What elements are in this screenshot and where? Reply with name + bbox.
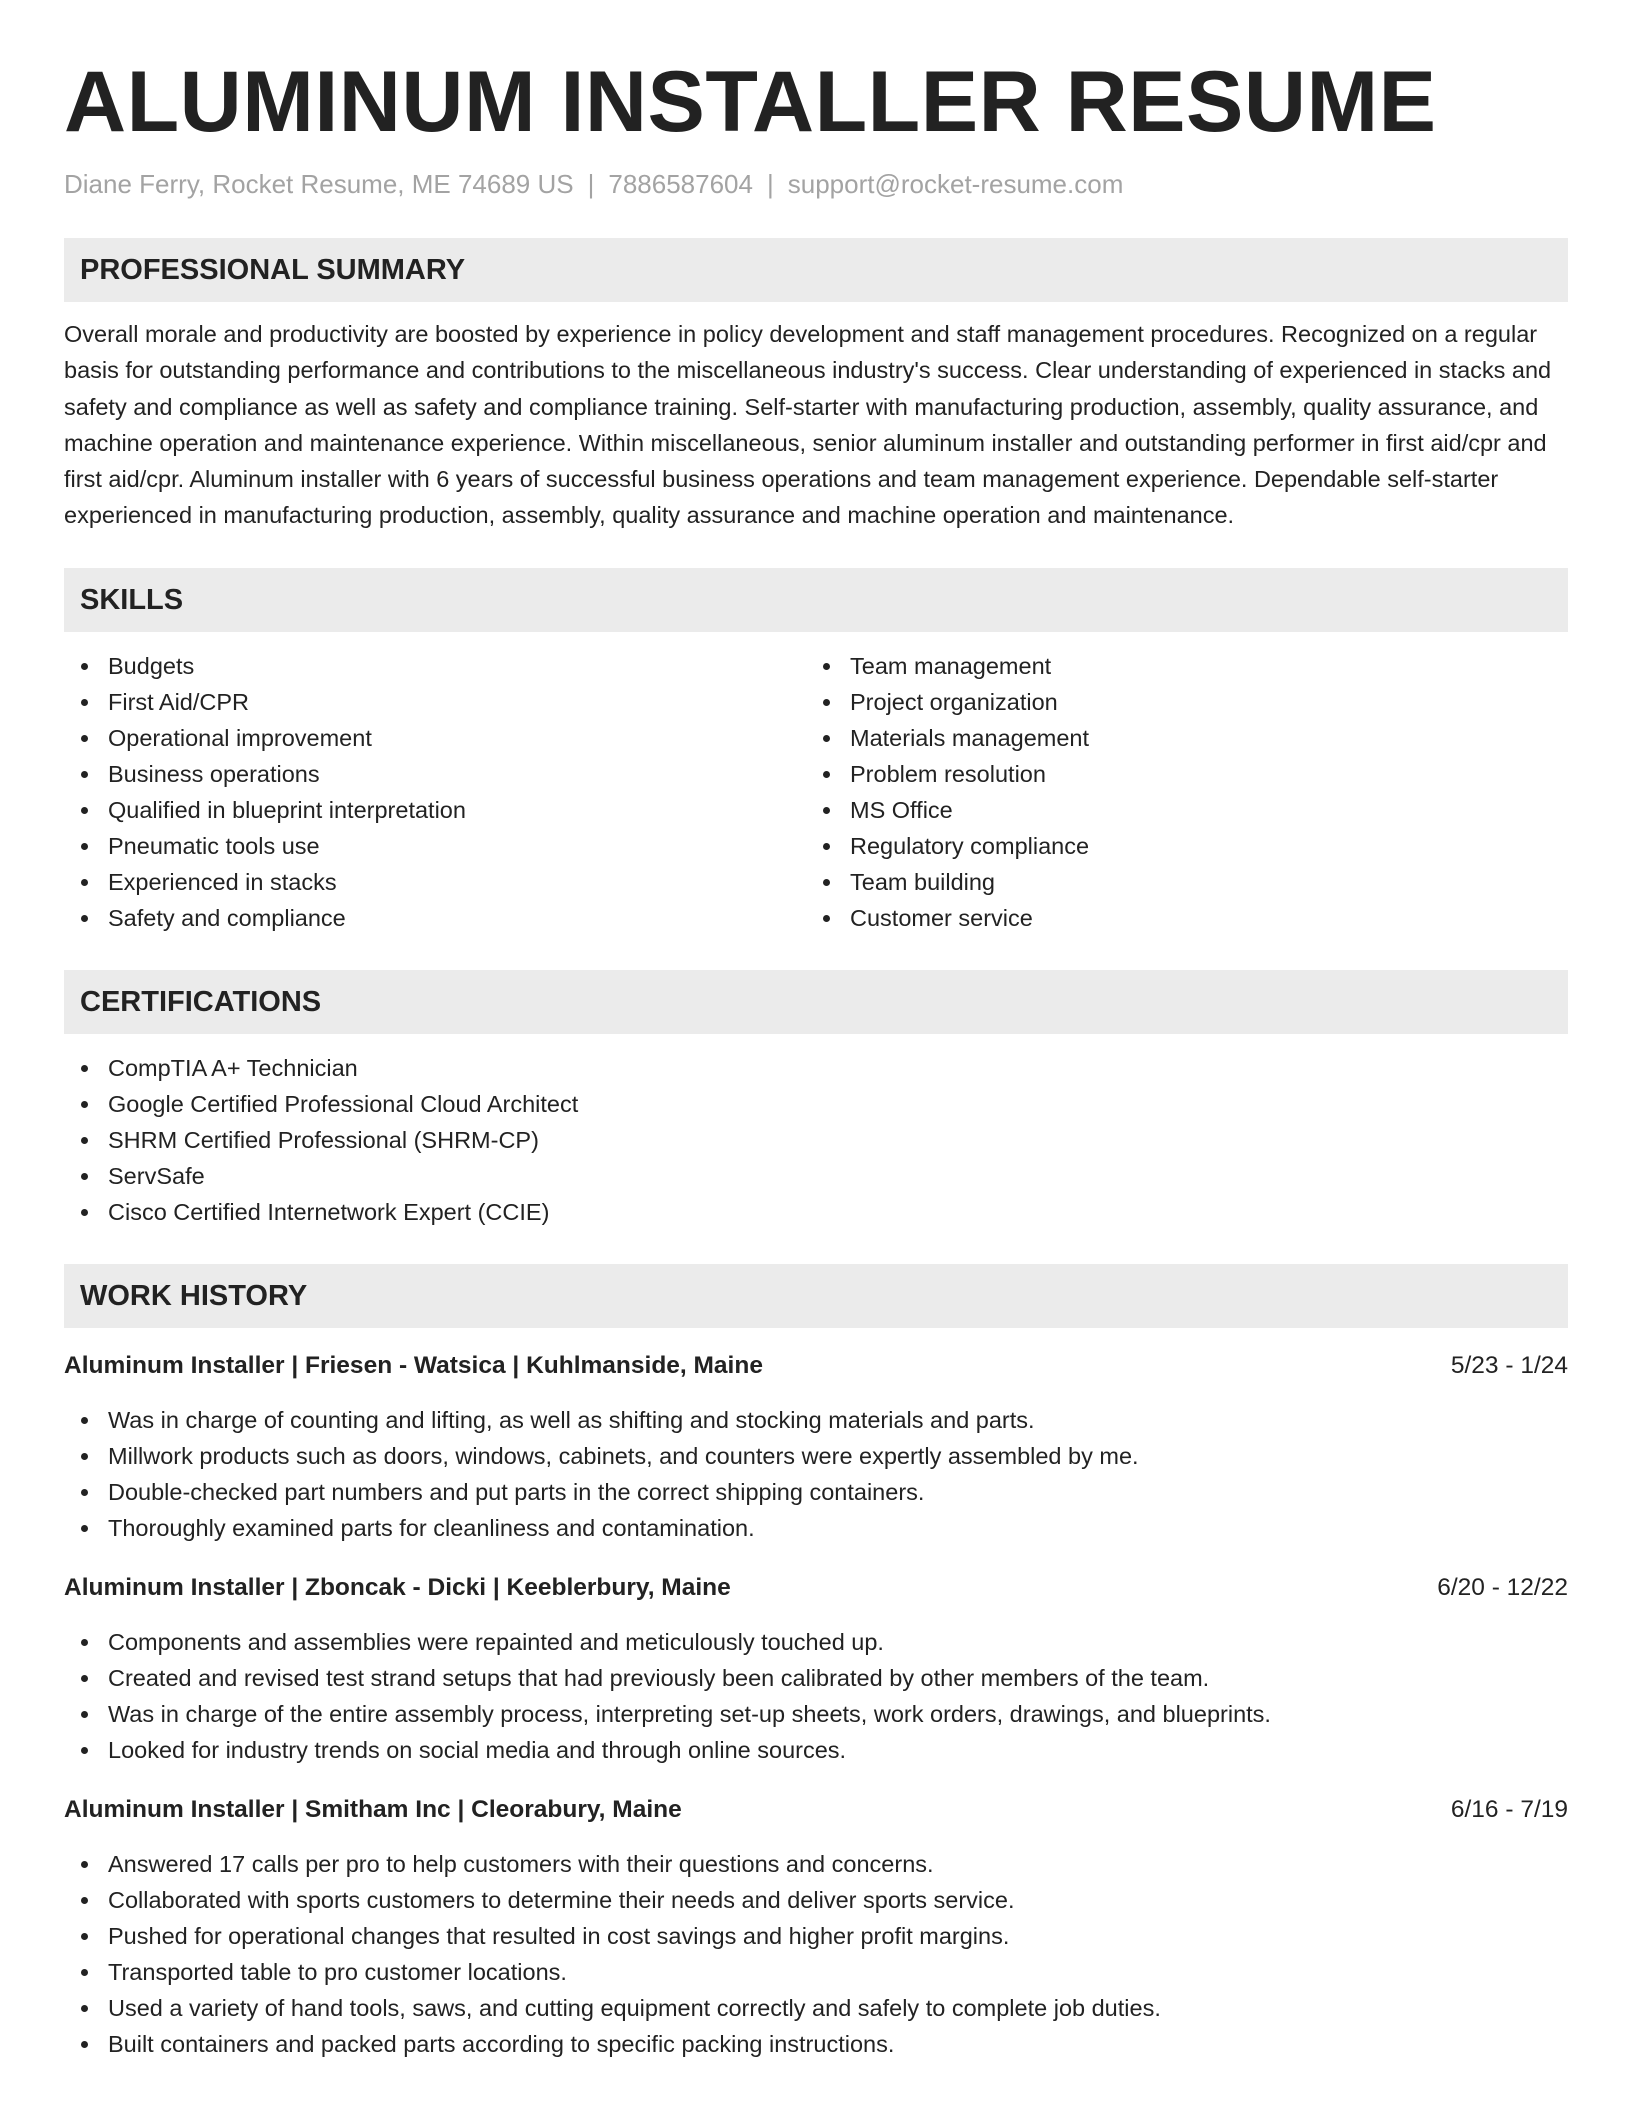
skill-item: Operational improvement xyxy=(64,720,806,756)
job-entry xyxy=(64,1348,1568,1546)
job-duty: Collaborated with sports customers to determine their needs and deliver sports service. xyxy=(64,1882,1568,1918)
certification-item: Cisco Certified Internetwork Expert (CCIE) xyxy=(64,1194,1568,1230)
contact-separator: | xyxy=(766,169,774,199)
skills-list-left xyxy=(64,648,806,936)
skill-item: Customer service xyxy=(806,900,1548,936)
certifications-list xyxy=(64,1050,1568,1230)
job-duty: Built containers and packed parts according to specific packing instructions. xyxy=(64,2026,1568,2062)
contact-phone: 7886587604 xyxy=(608,169,753,199)
job-duty: Pushed for operational changes that resulted in cost savings and higher profit margins. xyxy=(64,1918,1568,1954)
job-duties-list xyxy=(64,1846,1568,2062)
summary-heading: PROFESSIONAL SUMMARY xyxy=(64,238,1568,302)
summary-text: Overall morale and productivity are boosted by experience in policy development and staff management procedures. Recognized on a regular basis for outstanding performance and contributions to the miscellaneous industry's success. Clear understanding of experienced in stacks and safety and compliance as well as safety and compliance training. Self-starter with manufacturing production, assembly, quality assurance, and machine operation and maintenance experience. Within miscellaneous, senior aluminum installer and outstanding performer in first aid/cpr and first aid/cpr. Aluminum installer with 6 years of successful business operations and team management experience. Dependable self-starter experienced in manufacturing production, assembly, quality assurance and machine operation and maintenance. xyxy=(64,321,1552,529)
job-title: Aluminum Installer | Friesen - Watsica | Kuhlmanside, Maine xyxy=(64,1351,763,1379)
job-header xyxy=(64,1570,1568,1606)
skills-columns xyxy=(64,648,1568,936)
resume-page xyxy=(64,0,1568,2062)
job-duty: Was in charge of the entire assembly process, interpreting set-up sheets, work orders, drawings, and blueprints. xyxy=(64,1696,1568,1732)
resume-title: ALUMINUM INSTALLER RESUME xyxy=(64,54,1437,150)
skill-item: Experienced in stacks xyxy=(64,864,806,900)
job-entry xyxy=(64,1792,1568,2062)
skill-item: MS Office xyxy=(806,792,1548,828)
job-dates: 6/20 - 12/22 xyxy=(1437,1573,1568,1601)
job-title: Aluminum Installer | Zboncak - Dicki | Keeblerbury, Maine xyxy=(64,1573,731,1601)
skills-list-right xyxy=(806,648,1548,936)
contact-address: Diane Ferry, Rocket Resume, ME 74689 US xyxy=(64,169,574,199)
certification-item: CompTIA A+ Technician xyxy=(64,1050,1568,1086)
skill-item: Business operations xyxy=(64,756,806,792)
job-duty: Millwork products such as doors, windows, cabinets, and counters were expertly assembled by me. xyxy=(64,1438,1568,1474)
skill-item: Project organization xyxy=(806,684,1548,720)
certification-item: ServSafe xyxy=(64,1158,1568,1194)
skill-item: Materials management xyxy=(806,720,1548,756)
skill-item: Safety and compliance xyxy=(64,900,806,936)
job-duty: Double-checked part numbers and put parts in the correct shipping containers. xyxy=(64,1474,1568,1510)
work-history-heading: WORK HISTORY xyxy=(64,1264,1568,1328)
certifications-heading: CERTIFICATIONS xyxy=(64,970,1568,1034)
job-duty: Thoroughly examined parts for cleanliness and contamination. xyxy=(64,1510,1568,1546)
skill-item: Regulatory compliance xyxy=(806,828,1548,864)
skill-item: Problem resolution xyxy=(806,756,1548,792)
job-entry xyxy=(64,1570,1568,1768)
skill-item: Pneumatic tools use xyxy=(64,828,806,864)
job-duty: Components and assemblies were repainted and meticulously touched up. xyxy=(64,1624,1568,1660)
contact-separator: | xyxy=(587,169,595,199)
skill-item: First Aid/CPR xyxy=(64,684,806,720)
skill-item: Budgets xyxy=(64,648,806,684)
skills-heading: SKILLS xyxy=(64,568,1568,632)
skill-item: Qualified in blueprint interpretation xyxy=(64,792,806,828)
job-duty: Used a variety of hand tools, saws, and cutting equipment correctly and safely to complete job duties. xyxy=(64,1990,1568,2026)
job-duty: Transported table to pro customer locations. xyxy=(64,1954,1568,1990)
skill-item: Team building xyxy=(806,864,1548,900)
skill-item: Team management xyxy=(806,648,1548,684)
job-duties-list xyxy=(64,1402,1568,1546)
job-header xyxy=(64,1792,1568,1828)
contact-line xyxy=(64,167,1568,201)
certification-item: SHRM Certified Professional (SHRM-CP) xyxy=(64,1122,1568,1158)
job-duties-list xyxy=(64,1624,1568,1768)
job-dates: 6/16 - 7/19 xyxy=(1450,1795,1568,1823)
job-duty: Created and revised test strand setups that had previously been calibrated by other members of the team. xyxy=(64,1660,1568,1696)
job-duty: Looked for industry trends on social media and through online sources. xyxy=(64,1732,1568,1768)
contact-email: support@rocket-resume.com xyxy=(787,169,1124,199)
job-title: Aluminum Installer | Smitham Inc | Cleorabury, Maine xyxy=(64,1795,682,1823)
job-duty: Was in charge of counting and lifting, as well as shifting and stocking materials and parts. xyxy=(64,1402,1568,1438)
job-dates: 5/23 - 1/24 xyxy=(1450,1351,1568,1379)
certification-item: Google Certified Professional Cloud Architect xyxy=(64,1086,1568,1122)
job-header xyxy=(64,1348,1568,1384)
job-duty: Answered 17 calls per pro to help customers with their questions and concerns. xyxy=(64,1846,1568,1882)
